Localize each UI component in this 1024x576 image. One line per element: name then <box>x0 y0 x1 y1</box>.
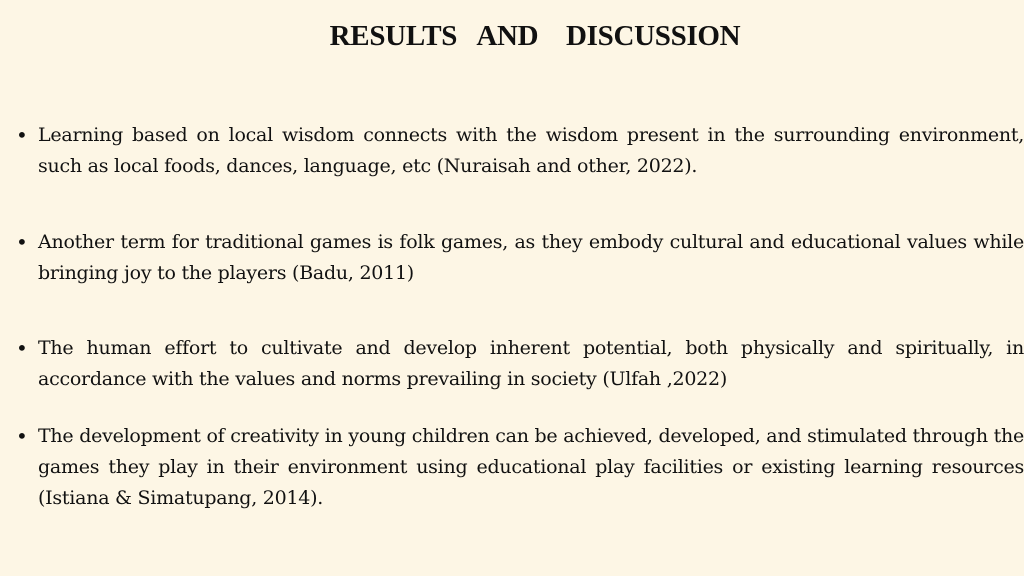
bullet-item-creativity <box>16 421 1024 514</box>
bullet-text: Learning based on local wisdom connects with the wisdom present in the surrounding environment, such as local foods, dances, language, etc (Nuraisah and other, 2022). <box>38 124 1024 177</box>
slide-title: RESULTS AND DISCUSSION <box>329 20 741 52</box>
bullet-item-human-effort <box>16 333 1024 395</box>
bullet-marker: • <box>16 123 28 147</box>
bullet-text: Another term for traditional games is folk games, as they embody cultural and educational values while bringing joy to the players (Badu, 2011) <box>38 231 1024 284</box>
bullet-marker: • <box>16 336 28 360</box>
bullet-marker: • <box>16 230 28 254</box>
bullet-text: The development of creativity in young children can be achieved, developed, and stimulated through the games they play in their environment using educational play facilities or existing learning resources (Istiana & Simatupang, 2014). <box>38 425 1024 509</box>
bullet-item-folk-games <box>16 227 1024 289</box>
bullet-item-local-wisdom <box>16 120 1024 182</box>
bullet-text: The human effort to cultivate and develop inherent potential, both physically and spiritually, in accordance with the values and norms prevailing in society (Ulfah ,2022) <box>38 337 1024 390</box>
bullet-marker: • <box>16 424 28 448</box>
